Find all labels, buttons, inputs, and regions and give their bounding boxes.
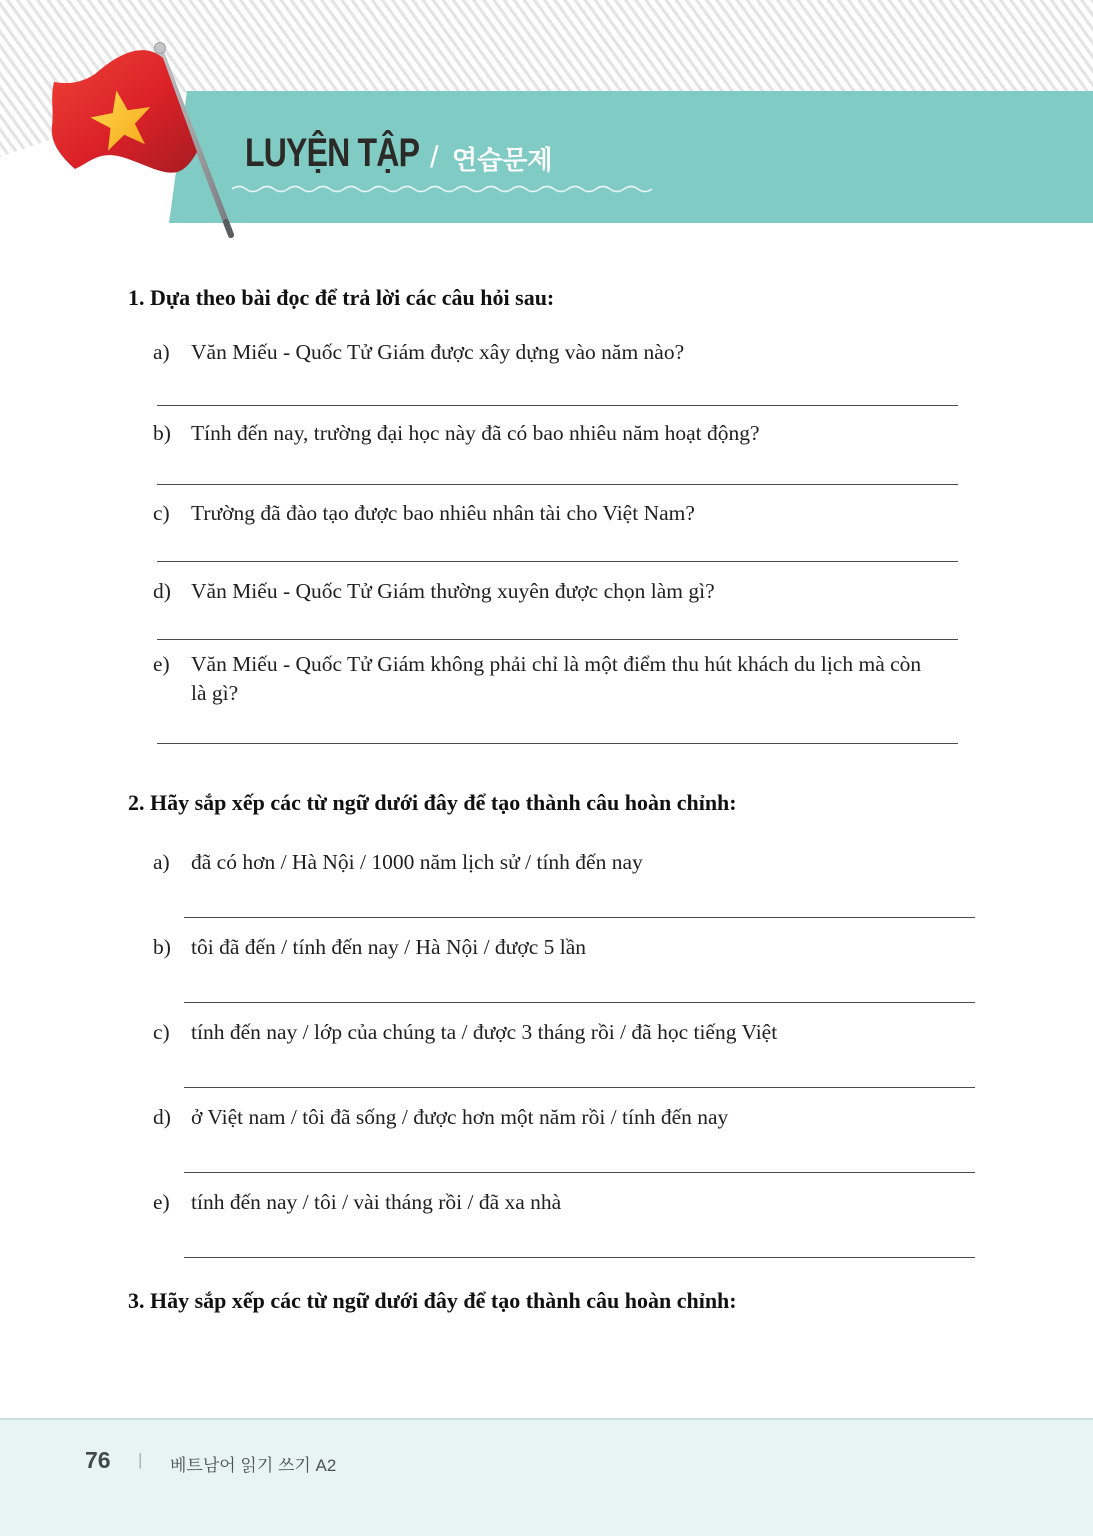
answer-line <box>157 639 958 640</box>
title-separator: / <box>430 139 439 174</box>
exercise-1-item-d <box>128 576 988 606</box>
exercise-3-heading <box>128 1286 988 1316</box>
item-letter: b) <box>153 421 171 445</box>
exercise-2-item-a <box>128 847 988 877</box>
exercise-number: 3. <box>128 1288 145 1313</box>
item-letter: e) <box>153 652 170 676</box>
footer-divider: | <box>138 1450 143 1469</box>
item-letter: e) <box>153 1190 170 1214</box>
page-number: 76 <box>85 1447 111 1473</box>
answer-line <box>184 1257 975 1258</box>
item-letter: d) <box>153 1105 171 1129</box>
exercise-1-item-b <box>128 418 988 448</box>
item-text: Văn Miếu - Quốc Tử Giám thường xuyên được chọn làm gì? <box>191 579 715 603</box>
exercise-heading-text: Hãy sắp xếp các từ ngữ dưới đây để tạo thành câu hoàn chỉnh: <box>150 790 737 815</box>
page-subtitle-korean: 연습문제 <box>452 145 553 175</box>
exercise-1-item-e <box>128 650 988 708</box>
item-letter: d) <box>153 579 171 603</box>
exercise-2-item-c <box>128 1017 988 1047</box>
answer-line <box>157 743 958 744</box>
item-text: ở Việt nam / tôi đã sống / được hơn một năm rồi / tính đến nay <box>191 1105 729 1129</box>
answer-line <box>184 1172 975 1173</box>
item-text: tính đến nay / lớp của chúng ta / được 3 tháng rồi / đã học tiếng Việt <box>191 1020 778 1044</box>
exercise-heading-text: Dựa theo bài đọc để trả lời các câu hỏi sau: <box>150 285 555 310</box>
exercise-heading-text: Hãy sắp xếp các từ ngữ dưới đây để tạo thành câu hoàn chỉnh: <box>150 1288 737 1313</box>
exercise-2 <box>128 788 988 1258</box>
answer-line <box>157 484 958 485</box>
page-title: LUYỆN TẬP <box>245 131 420 175</box>
vietnam-flag-icon <box>40 38 330 253</box>
item-letter: c) <box>153 1020 170 1044</box>
exercise-2-heading <box>128 788 988 818</box>
answer-line <box>157 561 958 562</box>
exercise-1-heading <box>128 283 988 313</box>
answer-line <box>184 1087 975 1088</box>
page-footer <box>0 1418 1093 1536</box>
answer-line <box>184 917 975 918</box>
exercise-number: 2. <box>128 790 145 815</box>
item-text: tôi đã đến / tính đến nay / Hà Nội / được 5 lần <box>191 935 587 959</box>
exercise-3 <box>128 1286 988 1316</box>
item-letter: a) <box>153 340 170 364</box>
exercise-2-item-b <box>128 932 988 962</box>
item-text: tính đến nay / tôi / vài tháng rồi / đã xa nhà <box>191 1190 562 1214</box>
item-letter: b) <box>153 935 171 959</box>
exercise-1-item-c <box>128 498 988 528</box>
item-text: đã có hơn / Hà Nội / 1000 năm lịch sử / tính đến nay <box>191 850 643 874</box>
item-text: Văn Miếu - Quốc Tử Giám được xây dựng vào năm nào? <box>191 340 685 364</box>
answer-line <box>184 1002 975 1003</box>
exercise-1-item-a <box>128 337 988 367</box>
answer-line <box>157 405 958 406</box>
exercise-2-item-d <box>128 1102 988 1132</box>
item-letter: c) <box>153 501 170 525</box>
item-text: Văn Miếu - Quốc Tử Giám không phải chỉ là một điểm thu hút khách du lịch mà còn là gì? <box>191 652 922 705</box>
flag-pole-tip <box>226 222 231 235</box>
exercise-number: 1. <box>128 285 145 310</box>
book-title: 베트남어 읽기 쓰기 A2 <box>170 1456 337 1475</box>
flag-pole-ball <box>155 43 166 54</box>
item-text: Tính đến nay, trường đại học này đã có bao nhiêu năm hoạt động? <box>191 421 760 445</box>
exercise-1 <box>128 283 988 744</box>
exercise-2-item-e <box>128 1187 988 1217</box>
item-letter: a) <box>153 850 170 874</box>
item-text: Trường đã đào tạo được bao nhiêu nhân tài cho Việt Nam? <box>191 501 695 525</box>
